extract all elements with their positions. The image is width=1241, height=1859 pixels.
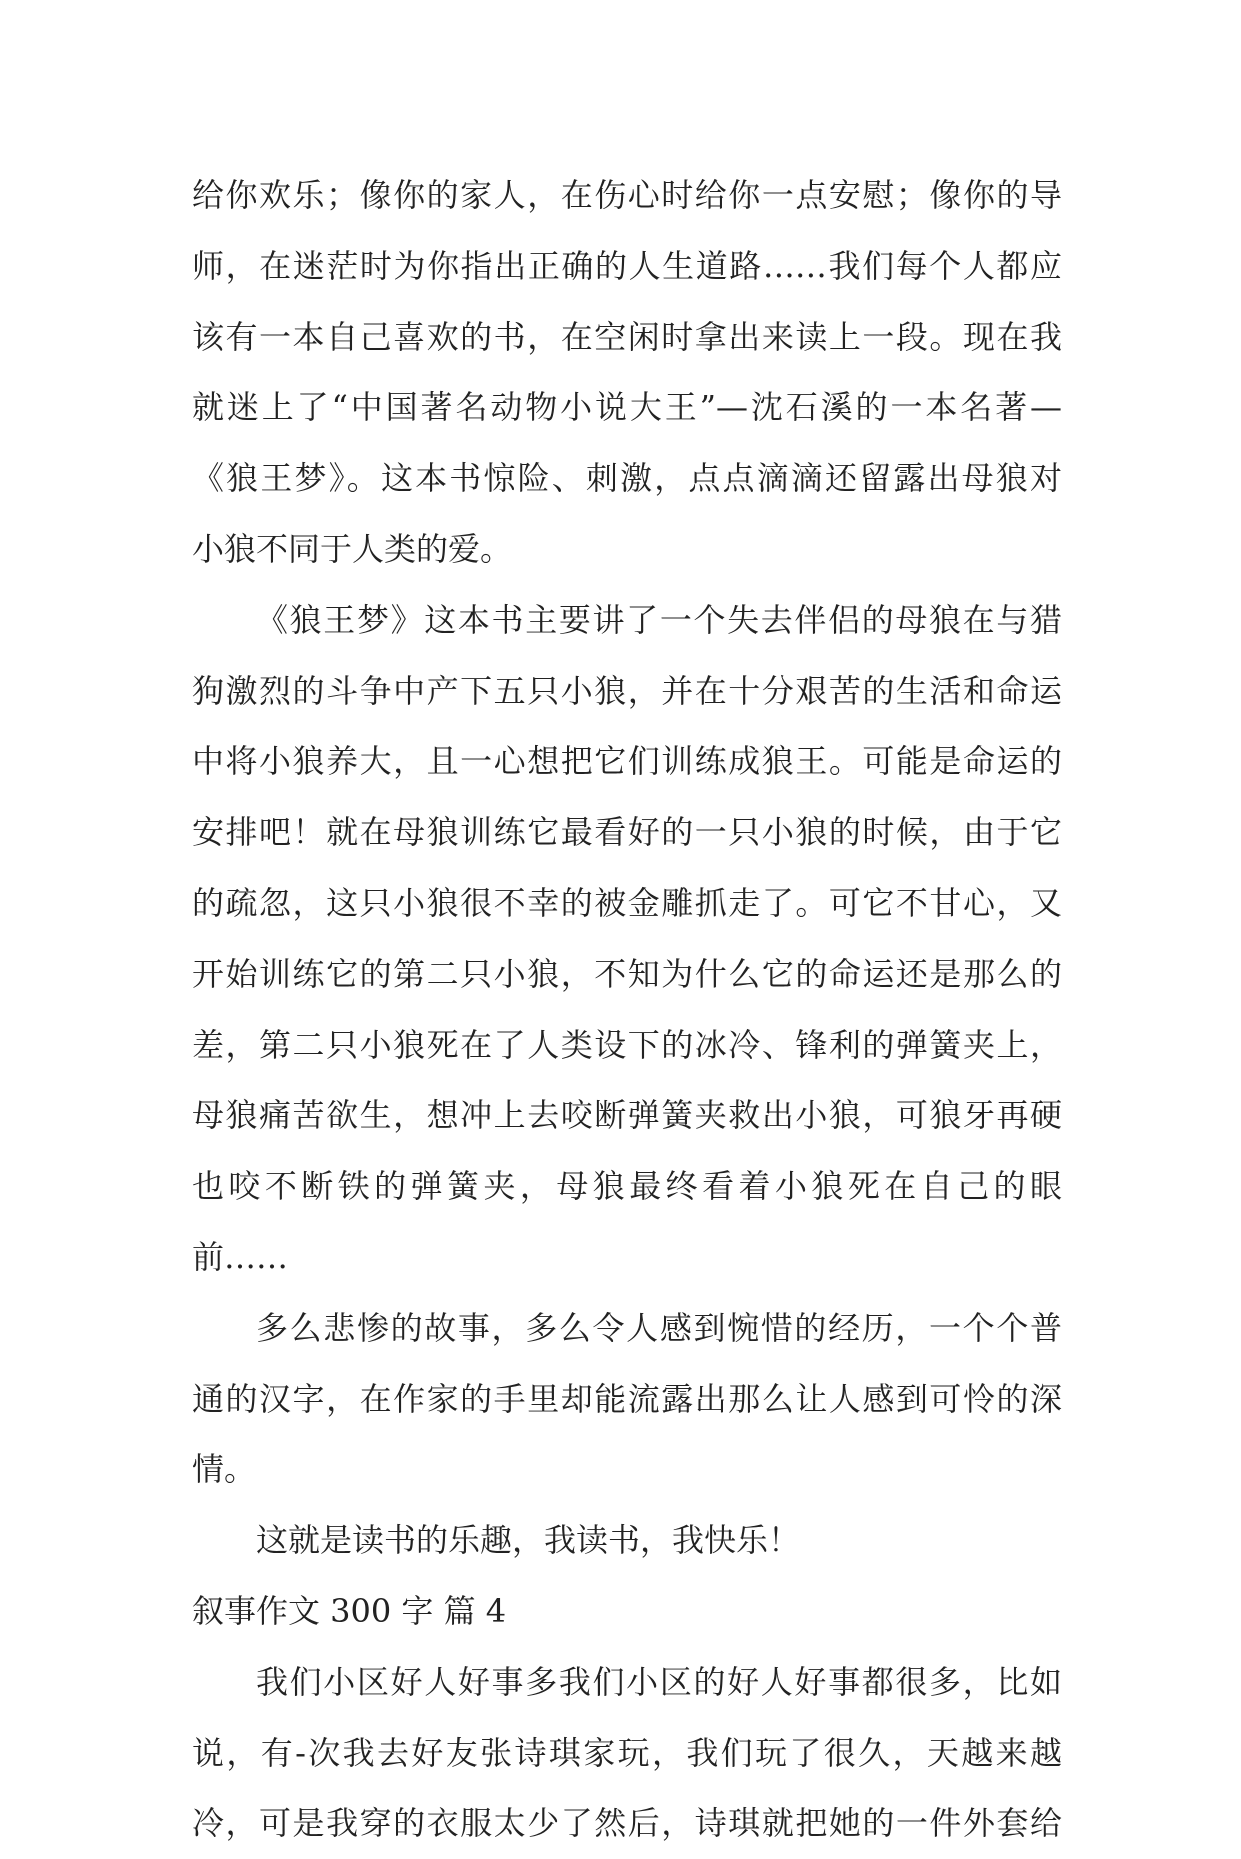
paragraph-line: 师，在迷茫时为你指出正确的人生道路……我们每个人都应 [192, 246, 1062, 285]
paragraph-line: 中将小狼养大，且一心想把它们训练成狼王。可能是命运的 [192, 742, 1062, 781]
paragraph-line: 《狼王梦》。这本书惊险、刺激，点点滴滴还留露出母狼对 [192, 459, 1062, 498]
paragraph-line: 就迷上了“中国著名动物小说大王”—沈石溪的一本名著— [192, 388, 1062, 427]
paragraph-line: 给你欢乐；像你的家人，在伤心时给你一点安慰；像你的导 [192, 176, 1062, 214]
paragraph-line: 也咬不断铁的弹簧夹，母狼最终看着小狼死在自己的眼 [192, 1167, 1062, 1206]
section-heading: 叙事作文 300 字 篇 4 [192, 1591, 507, 1630]
paragraph-line: 这就是读书的乐趣，我读书，我快乐！ [256, 1521, 801, 1560]
paragraph-line: 的疏忽，这只小狼很不幸的被金雕抓走了。可它不甘心，又 [192, 883, 1062, 922]
paragraph-line: 《狼王梦》这本书主要讲了一个失去伴侣的母狼在与猎 [256, 600, 1062, 639]
document-body [192, 160, 1062, 1859]
paragraph-line: 母狼痛苦欲生，想冲上去咬断弹簧夹救出小狼，可狼牙再硬 [192, 1096, 1062, 1135]
paragraph-line: 多么悲惨的故事，多么令人感到惋惜的经历，一个个普 [256, 1308, 1062, 1347]
paragraph-line: 情。 [192, 1450, 257, 1489]
paragraph-line: 安排吧！就在母狼训练它最看好的一只小狼的时候，由于它 [192, 813, 1062, 852]
paragraph-line: 小狼不同于人类的爱。 [192, 529, 513, 568]
paragraph-line: 通的汉字，在作家的手里却能流露出那么让人感到可怜的深 [192, 1379, 1062, 1418]
paragraph-line: 前…… [192, 1237, 289, 1276]
paragraph-line: 差，第二只小狼死在了人类设下的冰冷、锋利的弹簧夹上， [192, 1025, 1062, 1064]
paragraph-line: 开始训练它的第二只小狼，不知为什么它的命运还是那么的 [192, 954, 1062, 993]
paragraph-line: 我们小区好人好事多我们小区的好人好事都很多，比如 [256, 1662, 1062, 1701]
paragraph-line: 狗激烈的斗争中产下五只小狼，并在十分艰苦的生活和命运 [192, 671, 1062, 710]
paragraph-line: 冷，可是我穿的衣服太少了然后，诗琪就把她的一件外套给 [192, 1804, 1062, 1843]
paragraph-line: 该有一本自己喜欢的书，在空闲时拿出来读上一段。现在我 [192, 317, 1062, 356]
paragraph-line: 说，有-次我去好友张诗琪家玩，我们玩了很久，天越来越 [192, 1733, 1062, 1772]
